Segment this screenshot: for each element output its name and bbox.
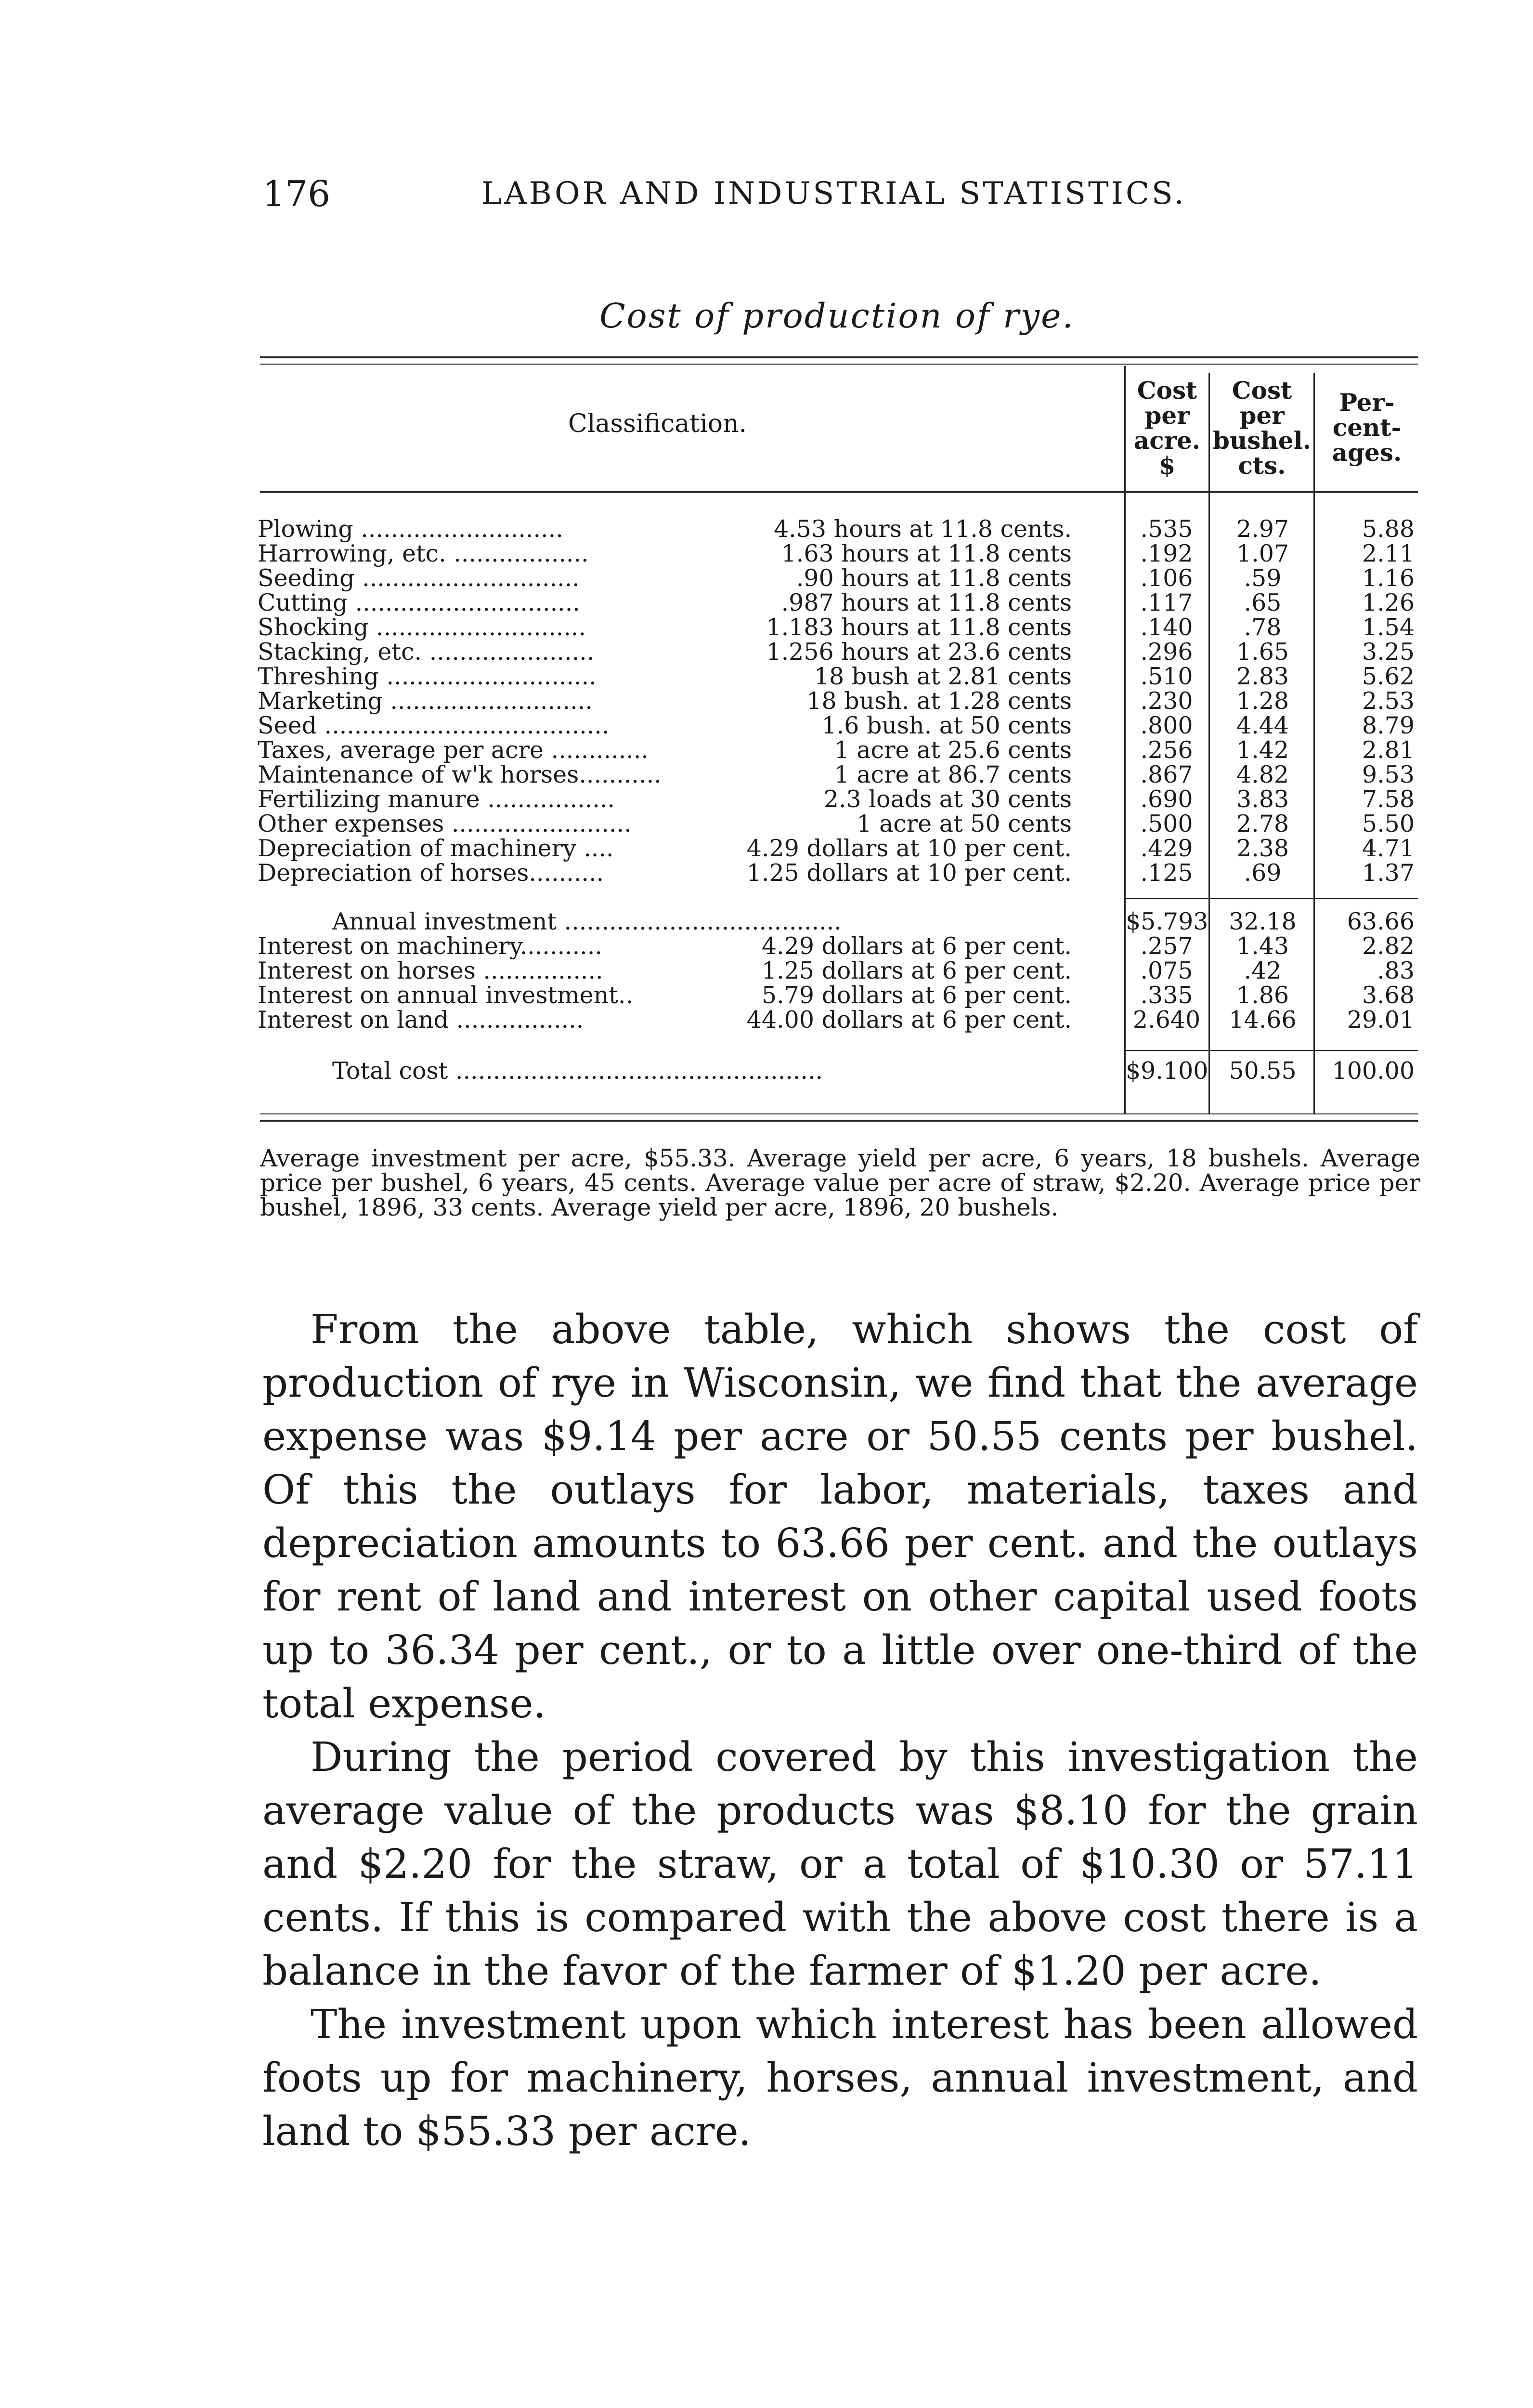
row-detail: 18 bush. at 1.28 cents: [806, 687, 1072, 715]
row-label: Plowing ...........................: [258, 515, 563, 543]
row-cost-per-bushel: 1.65: [1236, 638, 1289, 666]
row-cost-per-acre: .192: [1140, 540, 1193, 567]
total-cost-row: [0, 1059, 1533, 1084]
row-label: Fertilizing manure .................: [258, 785, 615, 813]
row-cost-per-acre: .117: [1140, 589, 1193, 616]
row-detail: 1.63 hours at 11.8 cents: [781, 540, 1072, 567]
row-percentage: 1.37: [1362, 859, 1415, 887]
row-detail: .90 hours at 11.8 cents: [796, 564, 1072, 592]
row-cost-per-bushel: 14.66: [1229, 1006, 1297, 1034]
row-cost-per-bushel: .65: [1244, 589, 1282, 616]
table-row: [0, 664, 1533, 689]
table-row: [0, 958, 1533, 983]
row-detail: 4.29 dollars at 6 per cent.: [761, 932, 1072, 960]
row-detail: 2.3 loads at 30 cents: [823, 785, 1072, 813]
row-percentage: 1.26: [1362, 589, 1415, 616]
cost-per-acre-header-line: $: [1158, 451, 1176, 480]
row-detail: 1.25 dollars at 6 per cent.: [761, 957, 1072, 984]
row-detail: 1 acre at 50 cents: [857, 810, 1072, 838]
table-top-rule-thin: [260, 364, 1418, 365]
row-detail: 1.183 hours at 11.8 cents: [766, 614, 1072, 641]
row-cost-per-bushel: 2.83: [1236, 663, 1289, 690]
table-row: [0, 713, 1533, 738]
header-bottom-rule: [260, 491, 1418, 493]
row-percentage: 63.66: [1347, 908, 1415, 935]
table-row: [0, 811, 1533, 837]
row-percentage: 7.58: [1362, 785, 1415, 813]
cost-per-bushel-header-line: bushel.: [1212, 426, 1312, 455]
row-cost-per-acre: .257: [1140, 932, 1193, 960]
row-label: Depreciation of machinery ....: [258, 835, 614, 862]
table-row: [0, 738, 1533, 763]
table-footnote: Average investment per acre, $55.33. Average yield per acre, 6 years, 18 bushels. Average price per bushel, 6 years, 45 cents. Average value per acre of straw, $2.20. Average price per bushel, 1896, 33 cents. Average yield per acre, 1896, 20 bushels.: [260, 1144, 1420, 1221]
row-label: Stacking, etc. ......................: [258, 638, 595, 666]
row-detail: 5.79 dollars at 6 per cent.: [761, 982, 1072, 1009]
row-label: Interest on horses ................: [258, 957, 603, 984]
row-label: Interest on land .................: [258, 1006, 584, 1034]
table-row: [0, 689, 1533, 714]
row-cost-per-bushel: .78: [1244, 614, 1282, 641]
row-cost-per-acre: .690: [1140, 785, 1193, 813]
row-percentage: 1.54: [1362, 614, 1415, 641]
row-cost-per-bushel: 32.18: [1229, 908, 1297, 935]
row-cost-per-acre: .500: [1140, 810, 1193, 838]
row-cost-per-bushel: 2.38: [1236, 835, 1289, 862]
table-row: [0, 541, 1533, 566]
row-cost-per-bushel: 1.86: [1236, 982, 1289, 1009]
row-cost-per-acre: .296: [1140, 638, 1193, 666]
table-row: [0, 861, 1533, 886]
row-cost-per-bushel: 1.42: [1236, 736, 1289, 764]
row-label: Total cost .................................................: [332, 1057, 823, 1085]
row-cost-per-acre: .140: [1140, 614, 1193, 641]
row-detail: 1.25 dollars at 10 per cent.: [746, 859, 1072, 887]
row-percentage: 2.81: [1362, 736, 1415, 764]
table-row: [0, 934, 1533, 959]
table-row: [0, 1008, 1533, 1033]
cost-per-bushel-header-line: cts.: [1238, 451, 1286, 480]
total-rule: [1124, 1050, 1418, 1051]
row-cost-per-acre: .230: [1140, 687, 1193, 715]
row-percentage: 2.82: [1362, 932, 1415, 960]
row-cost-per-bushel: .42: [1244, 957, 1282, 984]
row-percentage: 4.71: [1362, 835, 1415, 862]
cost-per-bushel-header-line: Cost: [1232, 376, 1292, 405]
row-cost-per-bushel: 2.97: [1236, 515, 1289, 543]
table-row: [0, 615, 1533, 640]
row-label: Interest on annual investment..: [258, 982, 634, 1009]
running-title: LABOR AND INDUSTRIAL STATISTICS.: [481, 176, 1186, 211]
paragraph: During the period covered by this investigation the average value of the products was $8.10 for the grain and $2.20 for the straw, or a total of $10.30 or 57.11 cents. If this is compared with the above cost there is a balance in the favor of the farmer of $1.20 per acre.: [262, 1734, 1418, 1994]
row-cost-per-acre: $5.793: [1126, 908, 1208, 935]
row-cost-per-acre: .106: [1140, 564, 1193, 592]
percentages-header-line: cent-: [1332, 413, 1402, 442]
row-detail: 1.6 bush. at 50 cents: [821, 712, 1072, 739]
row-label: Other expenses ........................: [258, 810, 632, 838]
row-cost-per-bushel: 3.83: [1236, 785, 1289, 813]
row-label: Maintenance of w'k horses...........: [258, 761, 662, 788]
cost-per-acre-header-line: per: [1144, 401, 1190, 430]
row-percentage: 3.68: [1362, 982, 1415, 1009]
table-caption: Cost of production of rye.: [599, 296, 1075, 336]
table-row: [0, 762, 1533, 787]
row-percentage: 3.25: [1362, 638, 1415, 666]
row-cost-per-bushel: 1.28: [1236, 687, 1289, 715]
cost-per-acre-header: [1127, 378, 1208, 478]
cost-per-acre-header-line: Cost: [1137, 376, 1197, 405]
table-bottom-rule-thick: [260, 1120, 1418, 1122]
row-label: Depreciation of horses..........: [258, 859, 604, 887]
row-cost-per-acre: .256: [1140, 736, 1193, 764]
table-bottom-rule: [260, 1113, 1418, 1114]
paragraph: The investment upon which interest has been allowed foots up for machinery, horses, annual investment, and land to $55.33 per acre.: [262, 2001, 1418, 2155]
row-cost-per-acre: .125: [1140, 859, 1193, 887]
row-cost-per-bushel: 4.82: [1236, 761, 1289, 788]
row-percentage: 2.53: [1362, 687, 1415, 715]
row-detail: 1 acre at 25.6 cents: [834, 736, 1072, 764]
row-cost-per-acre: .800: [1140, 712, 1193, 739]
row-cost-per-bushel: 50.55: [1229, 1057, 1297, 1085]
cost-per-bushel-header: [1211, 378, 1313, 478]
cost-per-acre-header-line: acre.: [1133, 426, 1201, 455]
paragraph: From the above table, which shows the cost of production of rye in Wisconsin, we find that the average expense was $9.14 per acre or 50.55 cents per bushel. Of this the outlays for labor, materials, taxes and depreciation amounts to 63.66 per cent. and the outlays for rent of land and interest on other capital used foots up to 36.34 per cent., or to a little over one-third of the total expense.: [262, 1306, 1418, 1727]
table-row: [0, 517, 1533, 542]
row-percentage: 5.50: [1362, 810, 1415, 838]
row-label: Seed ......................................: [258, 712, 610, 739]
row-detail: 44.00 dollars at 6 per cent.: [746, 1006, 1072, 1034]
row-detail: 4.29 dollars at 10 per cent.: [746, 835, 1072, 862]
row-cost-per-acre: .075: [1140, 957, 1193, 984]
row-label: Cutting ..............................: [258, 589, 580, 616]
cost-per-bushel-header-line: per: [1239, 401, 1285, 430]
row-percentage: 2.11: [1362, 540, 1415, 567]
row-cost-per-acre: $9.100: [1126, 1057, 1208, 1085]
row-cost-per-bushel: 1.07: [1236, 540, 1289, 567]
row-cost-per-bushel: 1.43: [1236, 932, 1289, 960]
page-number: 176: [262, 173, 331, 215]
row-cost-per-acre: 2.640: [1132, 1006, 1201, 1034]
row-label: Marketing ...........................: [258, 687, 593, 715]
row-cost-per-bushel: 4.44: [1236, 712, 1289, 739]
annual-rule: [1124, 898, 1418, 899]
table-row: [0, 836, 1533, 861]
row-percentage: 5.62: [1362, 663, 1415, 690]
table-top-rule: [260, 356, 1418, 358]
row-detail: 4.53 hours at 11.8 cents.: [773, 515, 1072, 543]
row-cost-per-bushel: .59: [1244, 564, 1282, 592]
row-detail: 1 acre at 86.7 cents: [834, 761, 1072, 788]
row-percentage: 5.88: [1362, 515, 1415, 543]
row-cost-per-acre: .867: [1140, 761, 1193, 788]
row-cost-per-bushel: 2.78: [1236, 810, 1289, 838]
percentages-header: [1316, 390, 1418, 465]
row-label: Seeding .............................: [258, 564, 580, 592]
row-cost-per-acre: .510: [1140, 663, 1193, 690]
table-row: [0, 640, 1533, 665]
table-row: [0, 590, 1533, 615]
row-label: Annual investment .....................................: [332, 908, 842, 935]
row-label: Shocking ............................: [258, 614, 586, 641]
row-cost-per-acre: .535: [1140, 515, 1193, 543]
row-percentage: 8.79: [1362, 712, 1415, 739]
percentages-header-line: Per-: [1339, 388, 1395, 417]
row-percentage: 100.00: [1332, 1057, 1415, 1085]
row-label: Interest on machinery...........: [258, 932, 602, 960]
table-row: [0, 566, 1533, 591]
table-row: [0, 983, 1533, 1008]
row-label: Taxes, average per acre .............: [258, 736, 649, 764]
row-percentage: 1.16: [1362, 564, 1415, 592]
row-percentage: 9.53: [1362, 761, 1415, 788]
row-percentage: 29.01: [1347, 1006, 1415, 1034]
row-cost-per-bushel: .69: [1244, 859, 1282, 887]
body-text: [262, 1303, 1418, 2158]
annual-investment-row: [0, 909, 1533, 934]
row-detail: 1.256 hours at 23.6 cents: [766, 638, 1072, 666]
row-detail: .987 hours at 11.8 cents: [781, 589, 1072, 616]
table-row: [0, 787, 1533, 812]
row-detail: 18 bush at 2.81 cents: [814, 663, 1072, 690]
row-label: Harrowing, etc. ..................: [258, 540, 589, 567]
row-cost-per-acre: .429: [1140, 835, 1193, 862]
classification-header: Classification.: [568, 409, 747, 438]
percentages-header-line: ages.: [1332, 438, 1402, 467]
row-percentage: .83: [1377, 957, 1415, 984]
row-cost-per-acre: .335: [1140, 982, 1193, 1009]
row-label: Threshing ............................: [258, 663, 597, 690]
